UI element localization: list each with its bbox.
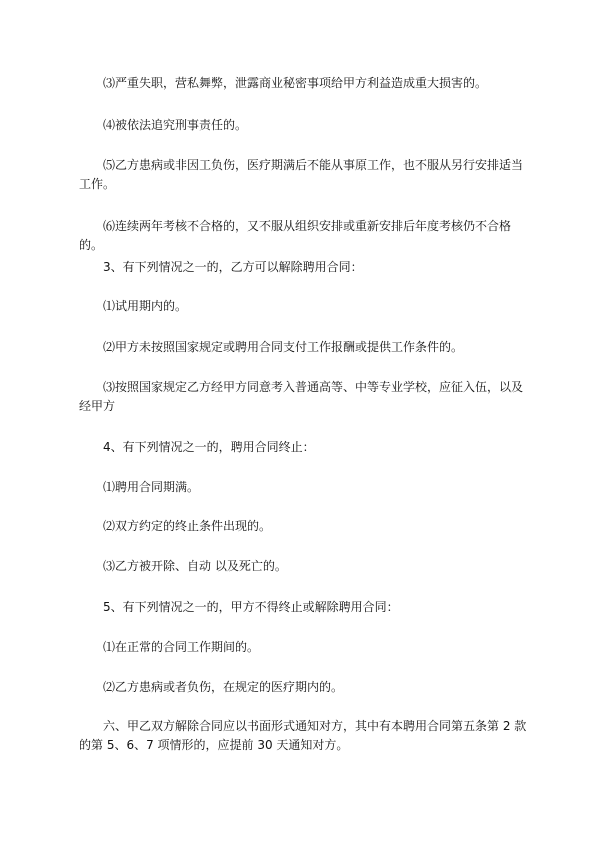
paragraph-clause-5: ⑸乙方患病或非因工负伤，医疗期满后不能从事原工作，也不服从另行安排适当工作。 bbox=[79, 158, 524, 191]
paragraph-item-1: ⑴聘用合同期满。 bbox=[103, 480, 200, 494]
section-heading-5: 5、有下列情况之一的，甲方不得终止或解除聘用合同： bbox=[103, 600, 399, 614]
paragraph-item-1: ⑴试用期内的。 bbox=[103, 299, 188, 313]
paragraph-item-1: ⑴在正常的合同工作期间的。 bbox=[103, 640, 260, 654]
section-heading-3: 3、有下列情况之一的，乙方可以解除聘用合同： bbox=[103, 260, 363, 274]
paragraph-clause-3: ⑶严重失职，营私舞弊，泄露商业秘密事项给甲方利益造成重大损害的。 bbox=[103, 76, 488, 90]
paragraph-item-2: ⑵乙方患病或者负伤，在规定的医疗期内的。 bbox=[103, 680, 344, 694]
section-heading-4: 4、有下列情况之一的，聘用合同终止： bbox=[103, 440, 315, 454]
paragraph-clause-4: ⑷被依法追究刑事责任的。 bbox=[103, 118, 248, 132]
paragraph-article-6: 六、甲乙双方解除合同应以书面形式通知对方，其中有本聘用合同第五条第 2 款的第 5、6、7 项情形的，应提前 30 天通知对方。 bbox=[79, 719, 527, 752]
paragraph-item-3: ⑶按照国家规定乙方经甲方同意考入普通高等、中等专业学校，应征入伍，以及经甲方 bbox=[79, 380, 524, 413]
paragraph-clause-6: ⑹连续两年考核不合格的，又不服从组织安排或重新安排后年度考核仍不合格的。 bbox=[79, 219, 512, 252]
paragraph-item-3: ⑶乙方被开除、自动 以及死亡的。 bbox=[103, 559, 287, 573]
paragraph-item-2: ⑵甲方未按照国家规定或聘用合同支付工作报酬或提供工作条件的。 bbox=[103, 340, 464, 354]
paragraph-item-2: ⑵双方约定的终止条件出现的。 bbox=[103, 519, 272, 533]
